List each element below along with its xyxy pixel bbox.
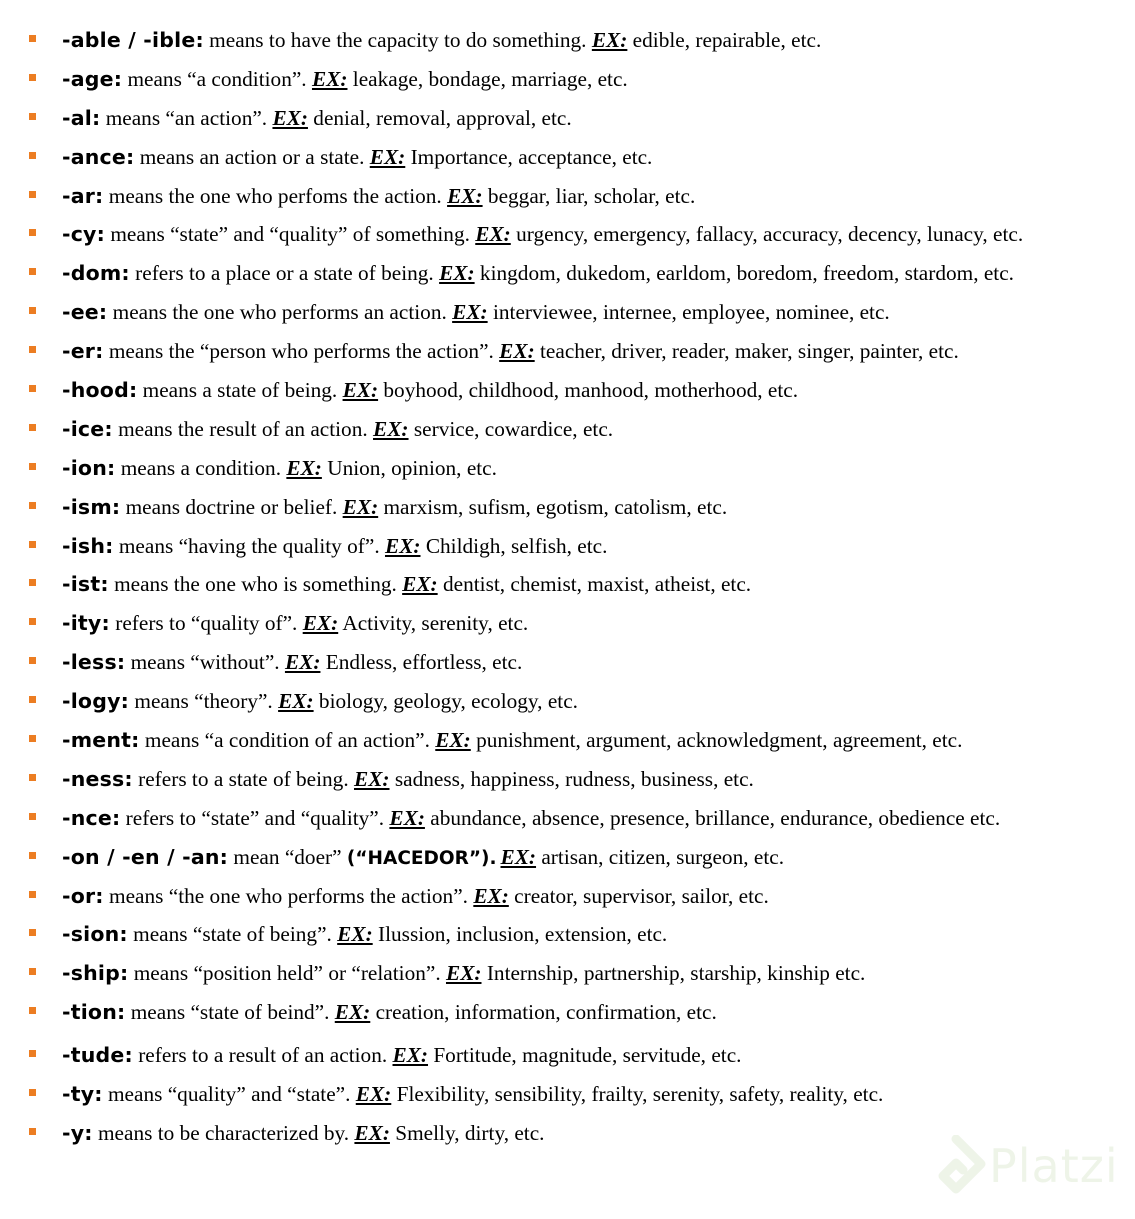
item-line bbox=[62, 993, 717, 1035]
item-line bbox=[62, 488, 727, 530]
suffix-list bbox=[0, 21, 1135, 1153]
suffix-definition: means “state of being”. bbox=[127, 922, 338, 947]
item-line bbox=[62, 60, 628, 102]
list-item bbox=[0, 215, 1135, 254]
suffix-term: -on / -en / -an: bbox=[62, 844, 229, 869]
item-line bbox=[62, 254, 1014, 296]
square-bullet-icon bbox=[29, 696, 36, 703]
suffix-term: -ness: bbox=[62, 766, 133, 791]
suffix-definition: means “theory”. bbox=[129, 689, 279, 714]
example-words: punishment, argument, acknowledgment, agreement, etc. bbox=[470, 728, 963, 753]
square-bullet-icon bbox=[29, 657, 36, 664]
example-words: sadness, happiness, rudness, business, etc. bbox=[389, 766, 754, 791]
suffix-definition: means “state of beind”. bbox=[125, 1000, 335, 1025]
suffix-definition: means “quality” and “state”. bbox=[102, 1082, 356, 1107]
list-item bbox=[0, 488, 1135, 527]
square-bullet-icon bbox=[29, 229, 36, 236]
square-bullet-icon bbox=[29, 852, 36, 859]
item-line bbox=[62, 838, 784, 880]
example-words: abundance, absence, presence, brillance, endurance, obedience etc. bbox=[424, 805, 1001, 830]
item-line bbox=[62, 760, 754, 802]
item-line bbox=[62, 1036, 741, 1078]
suffix-definition: refers to a state of being. bbox=[132, 766, 354, 791]
square-bullet-icon bbox=[29, 1089, 36, 1096]
suffix-term: -ee: bbox=[62, 300, 108, 325]
example-label: EX: bbox=[402, 572, 438, 597]
suffix-definition: refers to a result of an action. bbox=[132, 1043, 393, 1068]
suffix-term: -ance: bbox=[62, 144, 135, 169]
list-item bbox=[0, 838, 1135, 877]
suffix-definition: means “an action”. bbox=[100, 105, 273, 130]
suffix-term: -able / -ible: bbox=[62, 28, 204, 52]
list-item bbox=[0, 915, 1135, 954]
suffix-term: -ice: bbox=[62, 416, 113, 441]
example-words: Flexibility, sensibility, frailty, serenity, safety, reality, etc. bbox=[391, 1082, 884, 1107]
example-label: EX: bbox=[342, 494, 379, 519]
item-line bbox=[62, 527, 607, 569]
item-line bbox=[62, 954, 865, 996]
example-label: EX: bbox=[389, 805, 425, 830]
item-line bbox=[62, 332, 959, 374]
example-words: artisan, citizen, surgeon, etc. bbox=[536, 844, 785, 869]
suffix-definition: refers to “quality of”. bbox=[109, 611, 303, 636]
example-words: Importance, acceptance, etc. bbox=[405, 144, 653, 169]
suffix-term: -tion: bbox=[62, 1000, 126, 1025]
example-words: Childigh, selfish, etc. bbox=[420, 533, 608, 558]
suffix-term: -ar: bbox=[62, 183, 104, 208]
list-item bbox=[0, 954, 1135, 993]
example-label: EX: bbox=[499, 339, 535, 364]
suffix-term: -nce: bbox=[62, 805, 121, 830]
list-item bbox=[0, 527, 1135, 566]
suffix-term: -ish: bbox=[62, 533, 114, 558]
suffix-definition: refers to a place or a state of being. bbox=[129, 261, 440, 286]
square-bullet-icon bbox=[29, 113, 36, 120]
suffix-term: -less: bbox=[62, 650, 126, 675]
example-words: Fortitude, magnitude, servitude, etc. bbox=[428, 1043, 742, 1068]
example-words: Ilussion, inclusion, extension, etc. bbox=[372, 922, 668, 947]
square-bullet-icon bbox=[29, 152, 36, 159]
example-words: kingdom, dukedom, earldom, boredom, freedom, stardom, etc. bbox=[474, 261, 1014, 286]
list-item bbox=[0, 643, 1135, 682]
list-item bbox=[0, 293, 1135, 332]
square-bullet-icon bbox=[29, 541, 36, 548]
list-item bbox=[0, 1036, 1135, 1075]
list-item bbox=[0, 993, 1135, 1032]
example-label: EX: bbox=[284, 650, 321, 675]
suffix-definition: means “state” and “quality” of something. bbox=[105, 222, 476, 247]
example-label: EX: bbox=[475, 222, 511, 247]
suffix-definition: means a state of being. bbox=[137, 378, 343, 403]
suffix-term: -ment: bbox=[62, 728, 140, 753]
example-label: EX: bbox=[445, 961, 482, 986]
square-bullet-icon bbox=[29, 579, 36, 586]
example-label: EX: bbox=[286, 455, 322, 480]
square-bullet-icon bbox=[29, 1050, 36, 1057]
item-line bbox=[62, 604, 528, 646]
example-label: EX: bbox=[384, 533, 421, 558]
example-label: EX: bbox=[302, 611, 339, 636]
example-words: denial, removal, approval, etc. bbox=[307, 105, 572, 130]
item-line bbox=[62, 643, 522, 685]
example-words: beggar, liar, scholar, etc. bbox=[482, 183, 696, 208]
example-words: Endless, effortless, etc. bbox=[320, 650, 523, 675]
square-bullet-icon bbox=[29, 618, 36, 625]
square-bullet-icon bbox=[29, 774, 36, 781]
item-line bbox=[62, 138, 652, 180]
item-line bbox=[62, 565, 751, 607]
square-bullet-icon bbox=[29, 191, 36, 198]
example-words: creator, supervisor, sailor, etc. bbox=[508, 883, 769, 908]
example-label: EX: bbox=[354, 1120, 390, 1145]
suffix-term: -age: bbox=[62, 66, 123, 91]
suffix-term: -ist: bbox=[62, 572, 109, 597]
list-item bbox=[0, 410, 1135, 449]
suffix-term: -er: bbox=[62, 339, 104, 364]
suffix-definition: means “having the quality of”. bbox=[113, 533, 385, 558]
list-item bbox=[0, 99, 1135, 138]
item-line bbox=[62, 215, 1023, 257]
example-words: Activity, serenity, etc. bbox=[338, 611, 529, 636]
suffix-term: -or: bbox=[62, 883, 104, 908]
list-item bbox=[0, 21, 1135, 60]
square-bullet-icon bbox=[29, 813, 36, 820]
item-line bbox=[62, 449, 497, 491]
example-label: EX: bbox=[342, 378, 379, 403]
item-line bbox=[62, 721, 962, 763]
example-words: interviewee, internee, employee, nominee, etc. bbox=[487, 300, 890, 325]
example-label: EX: bbox=[353, 766, 390, 791]
example-words: Smelly, dirty, etc. bbox=[389, 1120, 545, 1145]
suffix-definition: means to have the capacity to do something. bbox=[203, 28, 592, 52]
list-item bbox=[0, 760, 1135, 799]
item-line bbox=[62, 21, 821, 63]
square-bullet-icon bbox=[29, 929, 36, 936]
square-bullet-icon bbox=[29, 463, 36, 470]
definition-note: (“HACEDOR”). bbox=[346, 847, 497, 869]
item-line bbox=[62, 177, 695, 219]
example-label: EX: bbox=[334, 1000, 371, 1025]
item-line bbox=[62, 799, 1000, 841]
suffix-definition: means “a condition”. bbox=[122, 66, 312, 91]
example-label: EX: bbox=[473, 883, 509, 908]
suffix-definition: means “without”. bbox=[125, 650, 285, 675]
suffix-term: -logy: bbox=[62, 689, 130, 714]
example-label: EX: bbox=[337, 922, 373, 947]
list-item bbox=[0, 449, 1135, 488]
suffix-definition: means the one who perfoms the action. bbox=[103, 183, 448, 208]
suffix-definition: means doctrine or belief. bbox=[120, 494, 343, 519]
example-words: biology, geology, ecology, etc. bbox=[313, 689, 578, 714]
suffix-term: -tude: bbox=[62, 1043, 133, 1068]
suffix-definition: means to be characterized by. bbox=[92, 1120, 355, 1145]
suffix-term: -ship: bbox=[62, 961, 129, 986]
square-bullet-icon bbox=[29, 74, 36, 81]
example-words: Union, opinion, etc. bbox=[321, 455, 497, 480]
suffix-term: -sion: bbox=[62, 922, 128, 947]
example-label: EX: bbox=[452, 300, 488, 325]
list-item bbox=[0, 332, 1135, 371]
suffix-term: -dom: bbox=[62, 261, 130, 286]
example-label: EX: bbox=[447, 183, 483, 208]
example-words: teacher, driver, reader, maker, singer, painter, etc. bbox=[534, 339, 959, 364]
example-label: EX: bbox=[373, 416, 409, 441]
square-bullet-icon bbox=[29, 968, 36, 975]
example-label: EX: bbox=[311, 66, 348, 91]
square-bullet-icon bbox=[29, 502, 36, 509]
item-line bbox=[62, 1114, 545, 1156]
example-label: EX: bbox=[369, 144, 406, 169]
suffix-term: -y: bbox=[62, 1120, 93, 1145]
item-line bbox=[62, 682, 578, 724]
list-item bbox=[0, 177, 1135, 216]
suffix-term: -hood: bbox=[62, 378, 138, 403]
suffix-definition: means the result of an action. bbox=[112, 416, 374, 441]
square-bullet-icon bbox=[29, 1128, 36, 1135]
suffix-term: -ity: bbox=[62, 611, 110, 636]
example-label: EX: bbox=[435, 728, 471, 753]
suffix-definition: mean “doer” bbox=[228, 844, 347, 869]
list-item bbox=[0, 371, 1135, 410]
example-label: EX: bbox=[591, 28, 628, 52]
square-bullet-icon bbox=[29, 1007, 36, 1014]
example-words: leakage, bondage, marriage, etc. bbox=[347, 66, 628, 91]
list-item bbox=[0, 60, 1135, 99]
example-label: EX: bbox=[500, 844, 537, 869]
suffix-term: -al: bbox=[62, 105, 101, 130]
suffix-definition: means “the one who performs the action”. bbox=[103, 883, 474, 908]
example-words: Internship, partnership, starship, kinship etc. bbox=[481, 961, 866, 986]
item-line bbox=[62, 99, 572, 141]
example-words: dentist, chemist, maxist, atheist, etc. bbox=[437, 572, 752, 597]
suffix-term: -cy: bbox=[62, 222, 106, 247]
item-line bbox=[62, 915, 667, 957]
suffix-definition: means the one who is something. bbox=[108, 572, 403, 597]
suffix-definition: means an action or a state. bbox=[134, 144, 370, 169]
item-line bbox=[62, 410, 613, 452]
list-item bbox=[0, 138, 1135, 177]
list-item bbox=[0, 799, 1135, 838]
square-bullet-icon bbox=[29, 346, 36, 353]
square-bullet-icon bbox=[29, 35, 36, 42]
suffix-definition: means the “person who performs the action”. bbox=[103, 339, 500, 364]
square-bullet-icon bbox=[29, 424, 36, 431]
example-label: EX: bbox=[392, 1043, 429, 1068]
suffix-definition: means a condition. bbox=[115, 455, 287, 480]
square-bullet-icon bbox=[29, 891, 36, 898]
example-words: edible, repairable, etc. bbox=[627, 28, 822, 52]
square-bullet-icon bbox=[29, 735, 36, 742]
suffix-definition: means the one who performs an action. bbox=[107, 300, 453, 325]
list-item bbox=[0, 254, 1135, 293]
example-label: EX: bbox=[272, 105, 308, 130]
item-line bbox=[62, 371, 798, 413]
suffix-definition: means “position held” or “relation”. bbox=[128, 961, 446, 986]
suffix-term: -ism: bbox=[62, 494, 121, 519]
list-item bbox=[0, 721, 1135, 760]
example-words: urgency, emergency, fallacy, accuracy, decency, lunacy, etc. bbox=[510, 222, 1024, 247]
suffix-term: -ion: bbox=[62, 455, 116, 480]
list-item bbox=[0, 565, 1135, 604]
square-bullet-icon bbox=[29, 307, 36, 314]
platzi-logo-icon bbox=[925, 1135, 987, 1197]
item-line bbox=[62, 877, 769, 919]
list-item bbox=[0, 604, 1135, 643]
suffix-term: -ty: bbox=[62, 1082, 103, 1107]
list-item bbox=[0, 877, 1135, 916]
list-item bbox=[0, 1075, 1135, 1114]
example-words: boyhood, childhood, manhood, motherhood, etc. bbox=[378, 378, 799, 403]
item-line bbox=[62, 1075, 883, 1117]
suffix-definition: means “a condition of an action”. bbox=[139, 728, 436, 753]
example-words: service, cowardice, etc. bbox=[408, 416, 614, 441]
example-words: creation, information, confirmation, etc. bbox=[370, 1000, 717, 1025]
suffix-definition: refers to “state” and “quality”. bbox=[120, 805, 390, 830]
list-item bbox=[0, 682, 1135, 721]
item-line bbox=[62, 293, 890, 335]
example-label: EX: bbox=[278, 689, 314, 714]
square-bullet-icon bbox=[29, 385, 36, 392]
square-bullet-icon bbox=[29, 268, 36, 275]
example-label: EX: bbox=[355, 1082, 392, 1107]
example-label: EX: bbox=[439, 261, 475, 286]
example-words: marxism, sufism, egotism, catolism, etc. bbox=[378, 494, 728, 519]
watermark-text: Platzi bbox=[989, 1139, 1119, 1193]
platzi-watermark bbox=[925, 1135, 1125, 1205]
